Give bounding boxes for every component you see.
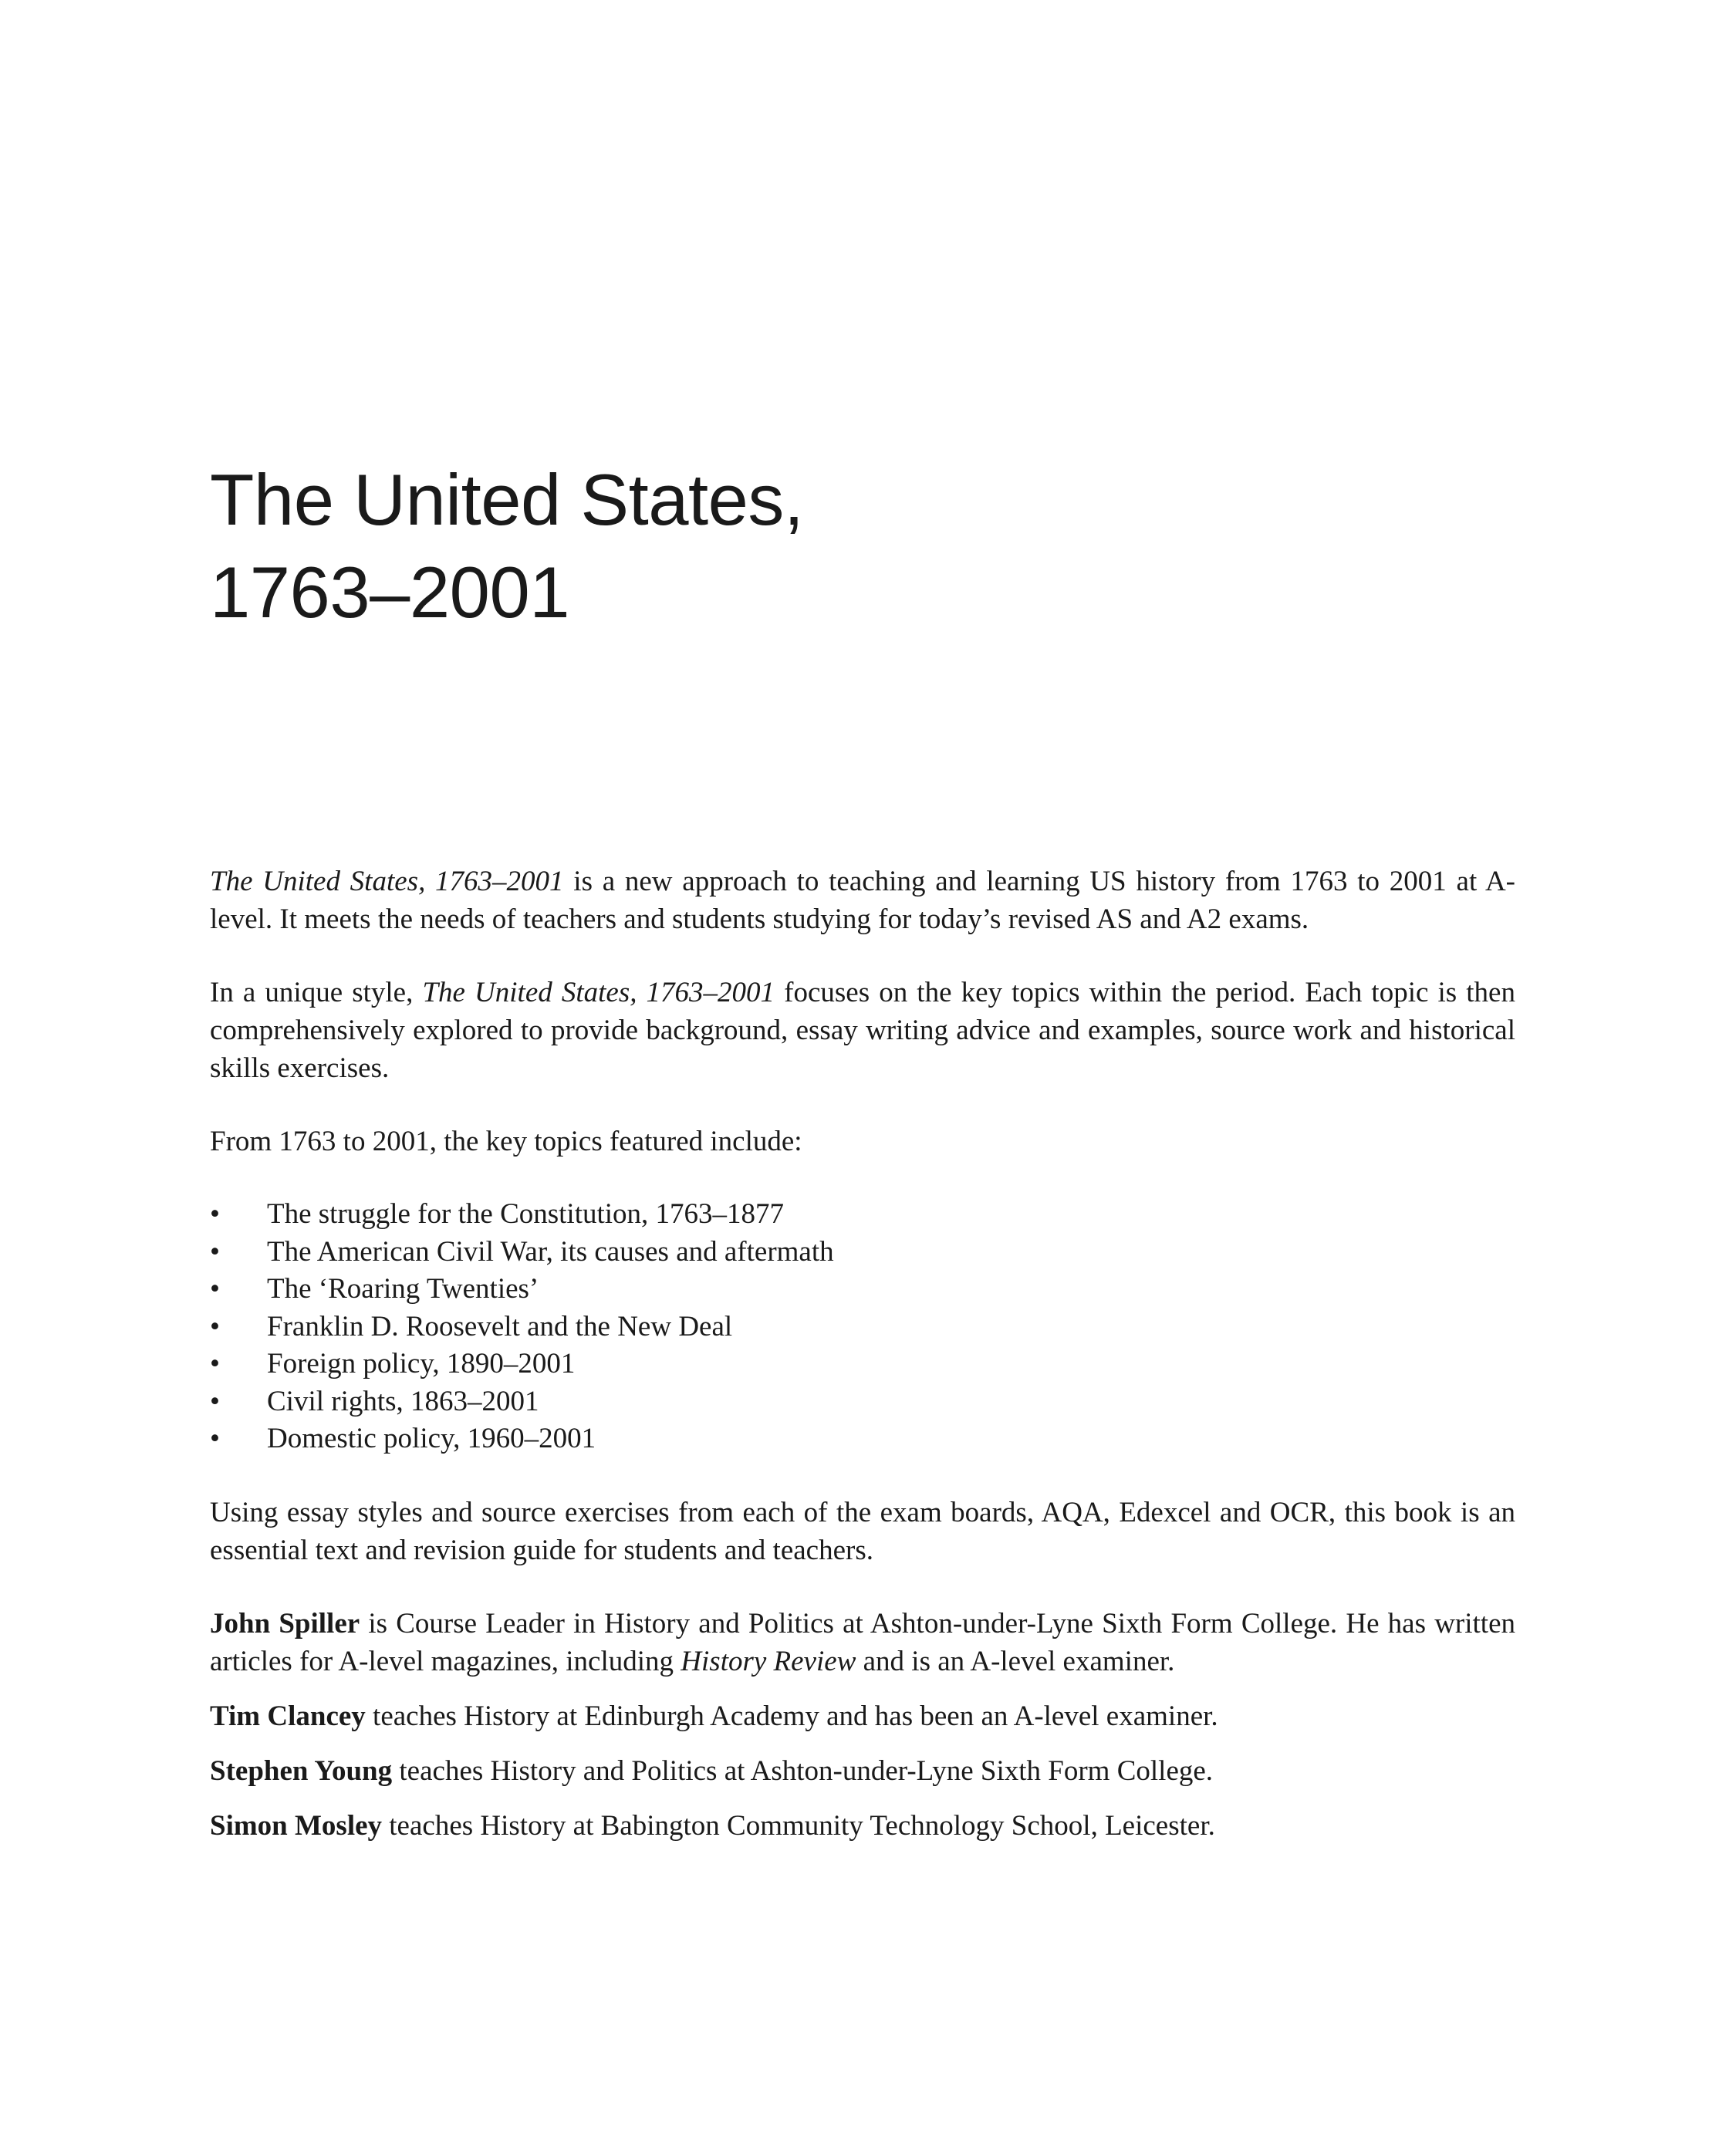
bullet-icon: •: [210, 1235, 220, 1268]
style-suffix: focuses on the key topics within the period. Each topic is then comprehensively explored to provide background, essay writing advice and examples, source work and historical skills exercises.: [210, 977, 1515, 1084]
style-book-title: The United States, 1763–2001: [422, 977, 775, 1008]
list-item: [210, 1383, 1515, 1421]
list-item: [210, 1420, 1515, 1458]
author-bio-john-spiller: [210, 1605, 1515, 1680]
author-bio-simon-mosley: [210, 1807, 1515, 1845]
intro-text: is a new approach to teaching and learning US history from 1763 to 2001 at A-level. It meets the needs of teachers and students studying for today’s revised AS and A2 exams.: [210, 866, 1515, 935]
author-bio-tim-clancey: [210, 1697, 1515, 1735]
bullet-icon: •: [210, 1310, 220, 1342]
topic-text: Civil rights, 1863–2001: [267, 1385, 539, 1417]
topic-text: Franklin D. Roosevelt and the New Deal: [267, 1310, 733, 1342]
intro-book-title: The United States, 1763–2001: [210, 866, 564, 897]
list-item: [210, 1196, 1515, 1234]
topics-lead: From 1763 to 2001, the key topics featured include:: [210, 1126, 802, 1157]
blurb-body: [210, 863, 1515, 1862]
bullet-icon: •: [210, 1198, 220, 1230]
author-bio-text-end: and is an A-level examiner.: [856, 1645, 1175, 1677]
author-bio-stephen-young: [210, 1752, 1515, 1790]
author-bio-text: teaches History and Politics at Ashton-under-Lyne Sixth Form College.: [392, 1754, 1214, 1787]
page-title: [210, 454, 804, 639]
list-item: [210, 1346, 1515, 1383]
author-name: Stephen Young: [210, 1754, 393, 1787]
topic-text: The ‘Roaring Twenties’: [267, 1273, 539, 1305]
title-line-2: 1763–2001: [210, 552, 570, 633]
magazine-title: History Review: [681, 1645, 856, 1677]
list-item: [210, 1271, 1515, 1309]
author-bio-text: is Course Leader in History and Politics at Ashton-under-Lyne Sixth Form College. He has written articles for A-level magazines, including: [210, 1607, 1515, 1677]
author-bio-text: teaches History at Babington Community Technology School, Leicester.: [382, 1809, 1215, 1842]
intro-paragraph: [210, 863, 1515, 938]
bullet-icon: •: [210, 1385, 220, 1417]
title-line-1: The United States,: [210, 459, 804, 540]
topic-text: Domestic policy, 1960–2001: [267, 1423, 596, 1454]
usage-paragraph: Using essay styles and source exercises from each of the exam boards, AQA, Edexcel and OCR, this book is an essential text and revision guide for students and teachers.: [210, 1496, 1515, 1566]
topic-text: The American Civil War, its causes and aftermath: [267, 1235, 834, 1268]
topics-list: [210, 1196, 1515, 1458]
style-paragraph: [210, 974, 1515, 1087]
bullet-icon: •: [210, 1348, 220, 1379]
topic-text: Foreign policy, 1890–2001: [267, 1348, 576, 1379]
author-name: John Spiller: [210, 1607, 360, 1640]
topic-text: The struggle for the Constitution, 1763–1877: [267, 1198, 785, 1230]
author-bio-text: teaches History at Edinburgh Academy and has been an A-level examiner.: [365, 1700, 1218, 1732]
list-item: [210, 1309, 1515, 1346]
bullet-icon: •: [210, 1273, 220, 1305]
style-prefix: In a unique style,: [210, 977, 423, 1008]
author-name: Simon Mosley: [210, 1809, 383, 1842]
author-name: Tim Clancey: [210, 1700, 366, 1732]
bullet-icon: •: [210, 1423, 220, 1454]
list-item: [210, 1234, 1515, 1271]
